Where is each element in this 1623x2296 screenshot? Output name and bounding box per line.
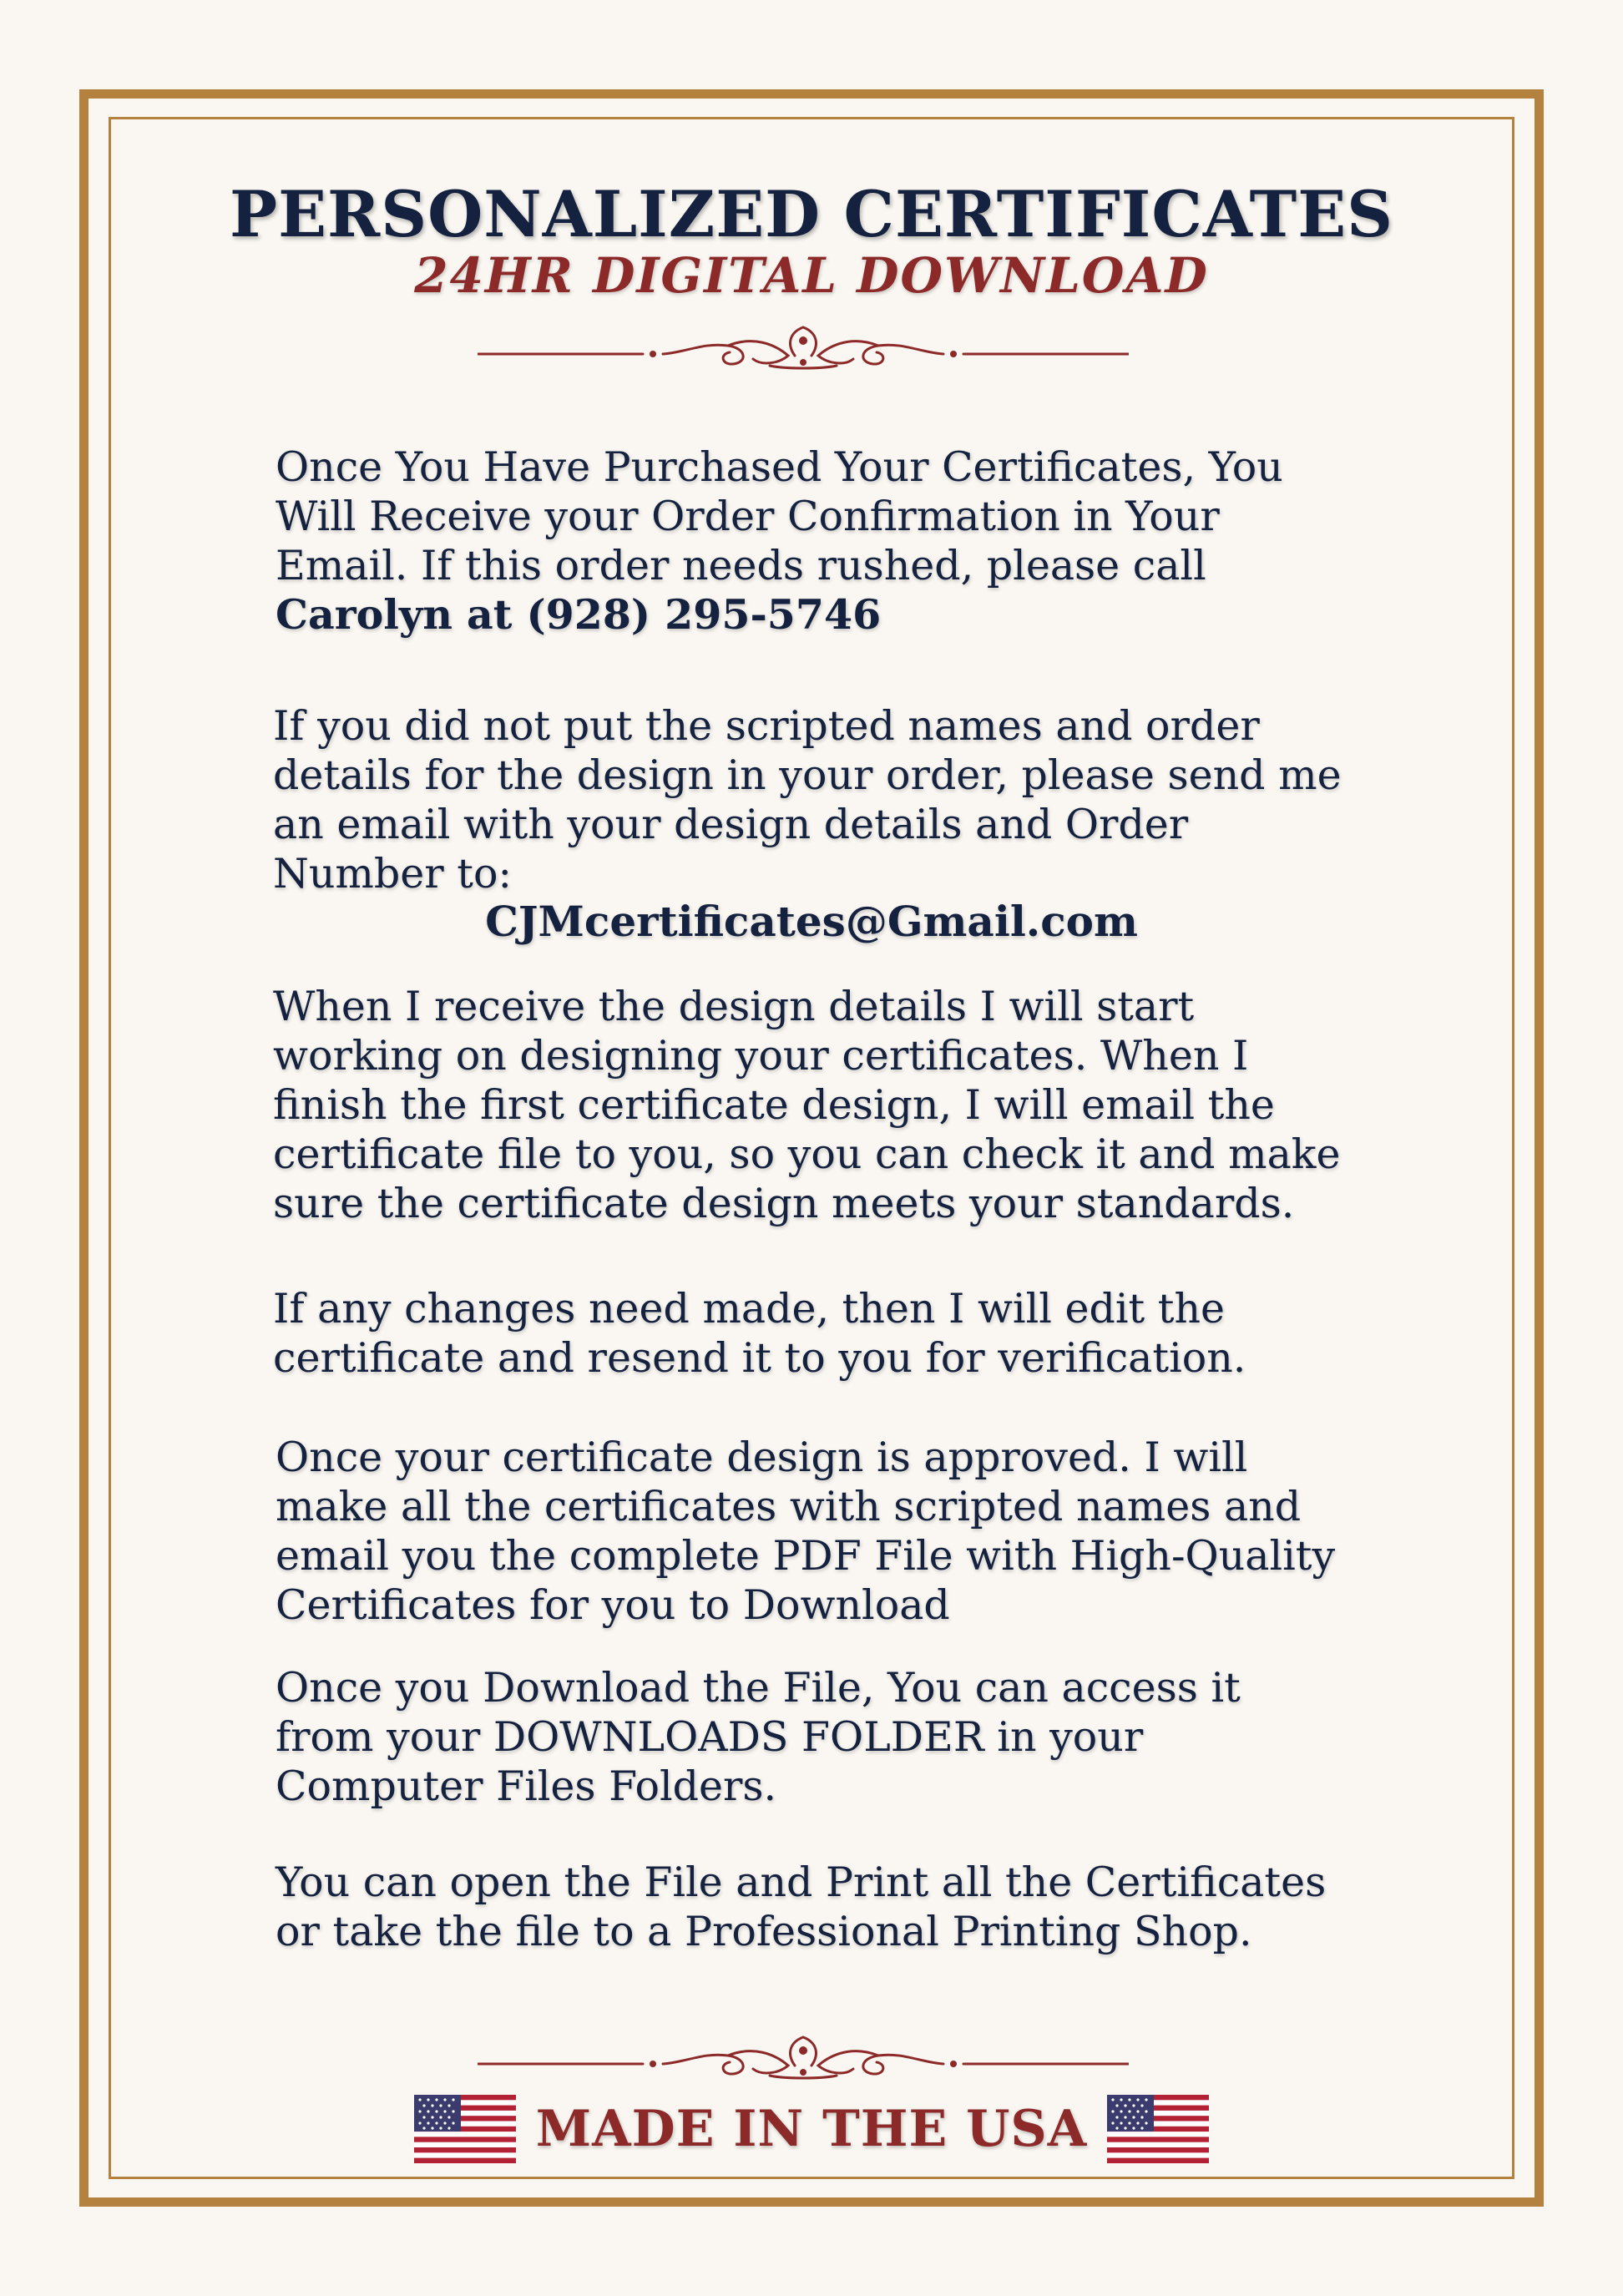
design-process-paragraph <box>273 982 1358 1228</box>
text-line: or take the file to a Professional Printing Shop. <box>276 1908 1252 1955</box>
text-line: Number to: <box>273 850 512 898</box>
text-line: Once your certificate design is approved. I will <box>276 1434 1248 1481</box>
text-line: an email with your design details and Order <box>273 801 1189 848</box>
text-line: If you did not put the scripted names and order <box>273 702 1260 750</box>
text-line: If any changes need made, then I will edit the <box>273 1285 1226 1333</box>
made-in-usa-label: MADE IN THE USA <box>535 2100 1088 2158</box>
text-line: sure the certificate design meets your standards. <box>273 1180 1295 1227</box>
text-line: certificate and resend it to you for verification. <box>273 1334 1246 1382</box>
contact-phone: Carolyn at (928) 295-5746 <box>276 590 882 639</box>
text-line: When I receive the design details I will start <box>273 983 1195 1030</box>
approval-paragraph <box>276 1433 1361 1630</box>
text-line: Once You Have Purchased Your Certificates, You <box>276 443 1283 491</box>
text-line: Will Receive your Order Confirmation in Your <box>276 493 1220 540</box>
text-line: Computer Files Folders. <box>276 1762 777 1810</box>
text-line: email you the complete PDF File with High-Quality <box>276 1532 1336 1580</box>
page-subtitle: 24HR DIGITAL DOWNLOAD <box>414 247 1209 304</box>
text-line: finish the first certificate design, I will email the <box>273 1081 1275 1129</box>
flourish-divider-icon <box>478 2029 1129 2087</box>
changes-paragraph <box>273 1284 1358 1383</box>
printing-paragraph <box>276 1858 1361 1956</box>
flourish-divider-icon <box>478 319 1129 377</box>
text-line: from your DOWNLOADS FOLDER in your <box>276 1713 1144 1761</box>
page-title: PERSONALIZED CERTIFICATES <box>229 177 1394 251</box>
text-line: certificate file to you, so you can check it and make <box>273 1130 1341 1178</box>
download-paragraph <box>276 1663 1361 1811</box>
us-flag-icon <box>1107 2095 1209 2163</box>
text-line: working on designing your certificates. When I <box>273 1032 1249 1080</box>
design-details-paragraph <box>273 701 1358 898</box>
text-line: Certificates for you to Download <box>276 1581 950 1629</box>
us-flag-icon <box>414 2095 516 2163</box>
text-line: details for the design in your order, please send me <box>273 751 1342 799</box>
contact-email: CJMcertificates@Gmail.com <box>485 897 1138 946</box>
text-line: make all the certificates with scripted names and <box>276 1483 1302 1530</box>
purchase-confirmation-paragraph <box>276 443 1361 640</box>
text-line: Once you Download the File, You can access it <box>276 1664 1241 1712</box>
text-line: You can open the File and Print all the Certificates <box>276 1859 1327 1906</box>
text-line: Email. If this order needs rushed, please call <box>276 542 1206 589</box>
made-in-usa-banner <box>0 2091 1623 2167</box>
